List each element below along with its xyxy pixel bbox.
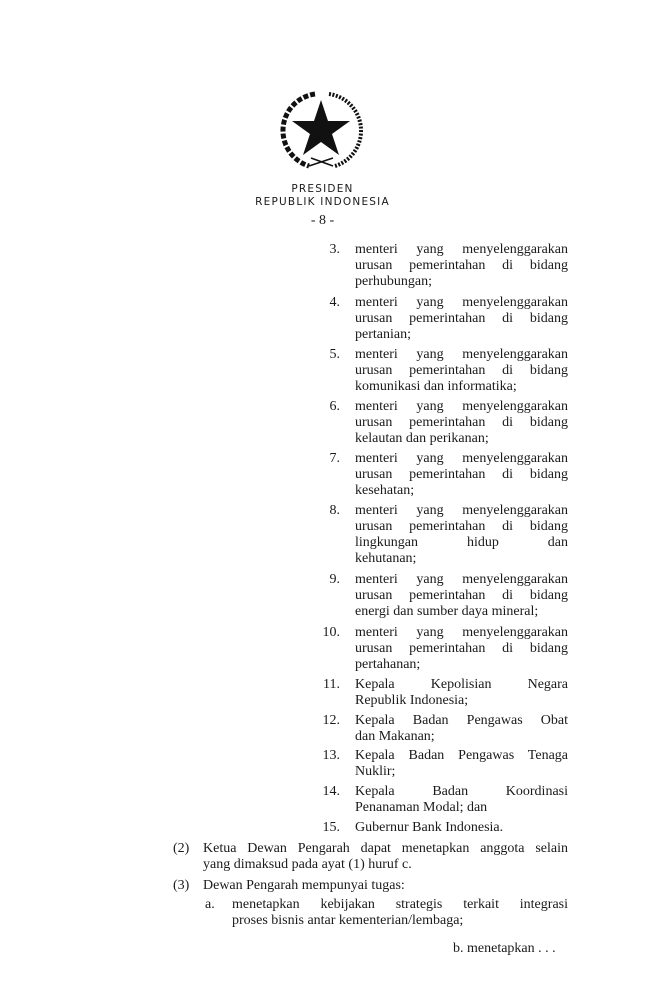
- text-line: menteri yang menyelenggarakan: [355, 399, 568, 414]
- list-item-text: [355, 572, 568, 620]
- list-item-text: [355, 625, 568, 673]
- text-line: perhubungan;: [355, 274, 432, 289]
- text-line: energi dan sumber daya mineral;: [355, 604, 539, 619]
- list-item-text: [355, 399, 568, 447]
- text-line: urusan pemerintahan di bidang: [355, 311, 568, 326]
- list-item-text: [355, 713, 568, 745]
- paragraph-text: [203, 841, 568, 873]
- text-line: menteri yang menyelenggarakan: [355, 242, 568, 257]
- list-item-text: [355, 748, 568, 780]
- text-line: Penanaman Modal; dan: [355, 800, 488, 815]
- list-item-text: [355, 677, 568, 709]
- paragraph-text: [232, 897, 568, 929]
- list-item-number: 14.: [322, 784, 340, 799]
- list-item-number: 11.: [323, 677, 340, 692]
- text-line: Republik Indonesia;: [355, 693, 469, 708]
- text-line: menteri yang menyelenggarakan: [355, 572, 568, 587]
- list-item-number: 9.: [329, 572, 340, 587]
- list-item-text: [355, 784, 568, 816]
- text-line: Nuklir;: [355, 764, 396, 779]
- list-item-number: 7.: [329, 451, 340, 466]
- text-line: menteri yang menyelenggarakan: [355, 295, 568, 310]
- text-line: Gubernur Bank Indonesia.: [355, 820, 504, 835]
- list-item-text: [355, 242, 568, 290]
- text-line: kelautan dan perikanan;: [355, 431, 489, 446]
- presidential-emblem-icon: [279, 88, 363, 172]
- text-line: kesehatan;: [355, 483, 415, 498]
- header-republik-indonesia: REPUBLIK INDONESIA: [255, 196, 390, 208]
- text-line: Ketua Dewan Pengarah dapat menetapkan anggota selain: [203, 841, 568, 856]
- list-item-number: 3.: [329, 242, 340, 257]
- paragraph-number: a.: [205, 897, 215, 912]
- text-line: menteri yang menyelenggarakan: [355, 347, 568, 362]
- text-line: urusan pemerintahan di bidang: [355, 641, 568, 656]
- text-line: urusan pemerintahan di bidang: [355, 415, 568, 430]
- paragraph-text: [203, 878, 568, 894]
- text-line: menteri yang menyelenggarakan: [355, 451, 568, 466]
- text-line: urusan pemerintahan di bidang: [355, 467, 568, 482]
- list-item-number: 8.: [329, 503, 340, 518]
- text-line: Kepala Kepolisian Negara: [355, 677, 568, 692]
- list-item-number: 5.: [329, 347, 340, 362]
- text-line: lingkungan hidup dan: [355, 535, 568, 550]
- list-item-text: [355, 503, 568, 567]
- text-line: kehutanan;: [355, 551, 417, 566]
- text-line: menetapkan kebijakan strategis terkait integrasi: [232, 897, 568, 912]
- text-line: proses bisnis antar kementerian/lembaga;: [232, 913, 464, 928]
- text-line: Kepala Badan Pengawas Obat: [355, 713, 568, 728]
- text-line: menteri yang menyelenggarakan: [355, 503, 568, 518]
- header-presiden: PRESIDEN: [291, 183, 354, 195]
- text-line: pertahanan;: [355, 657, 421, 672]
- text-line: menteri yang menyelenggarakan: [355, 625, 568, 640]
- continuation-text: b. menetapkan . . .: [453, 941, 556, 956]
- text-line: Dewan Pengarah mempunyai tugas:: [203, 878, 405, 893]
- text-line: komunikasi dan informatika;: [355, 379, 517, 394]
- text-line: urusan pemerintahan di bidang: [355, 363, 568, 378]
- paragraph-number: (3): [173, 878, 190, 893]
- list-item-number: 15.: [322, 820, 340, 835]
- list-item-number: 4.: [329, 295, 340, 310]
- text-line: dan Makanan;: [355, 729, 435, 744]
- paragraph-number: (2): [173, 841, 190, 856]
- text-line: urusan pemerintahan di bidang: [355, 588, 568, 603]
- list-item-number: 6.: [329, 399, 340, 414]
- text-line: urusan pemerintahan di bidang: [355, 519, 568, 534]
- list-item-text: [355, 347, 568, 395]
- text-line: urusan pemerintahan di bidang: [355, 258, 568, 273]
- list-item-number: 10.: [322, 625, 340, 640]
- page-number: - 8 -: [310, 213, 335, 228]
- list-item-text: [355, 451, 568, 499]
- list-item-number: 13.: [322, 748, 340, 763]
- text-line: Kepala Badan Pengawas Tenaga: [355, 748, 568, 763]
- list-item-text: [355, 295, 568, 343]
- list-item-number: 12.: [322, 713, 340, 728]
- text-line: pertanian;: [355, 327, 411, 342]
- text-line: Kepala Badan Koordinasi: [355, 784, 568, 799]
- list-item-text: [355, 820, 568, 836]
- text-line: yang dimaksud pada ayat (1) huruf c.: [203, 857, 412, 872]
